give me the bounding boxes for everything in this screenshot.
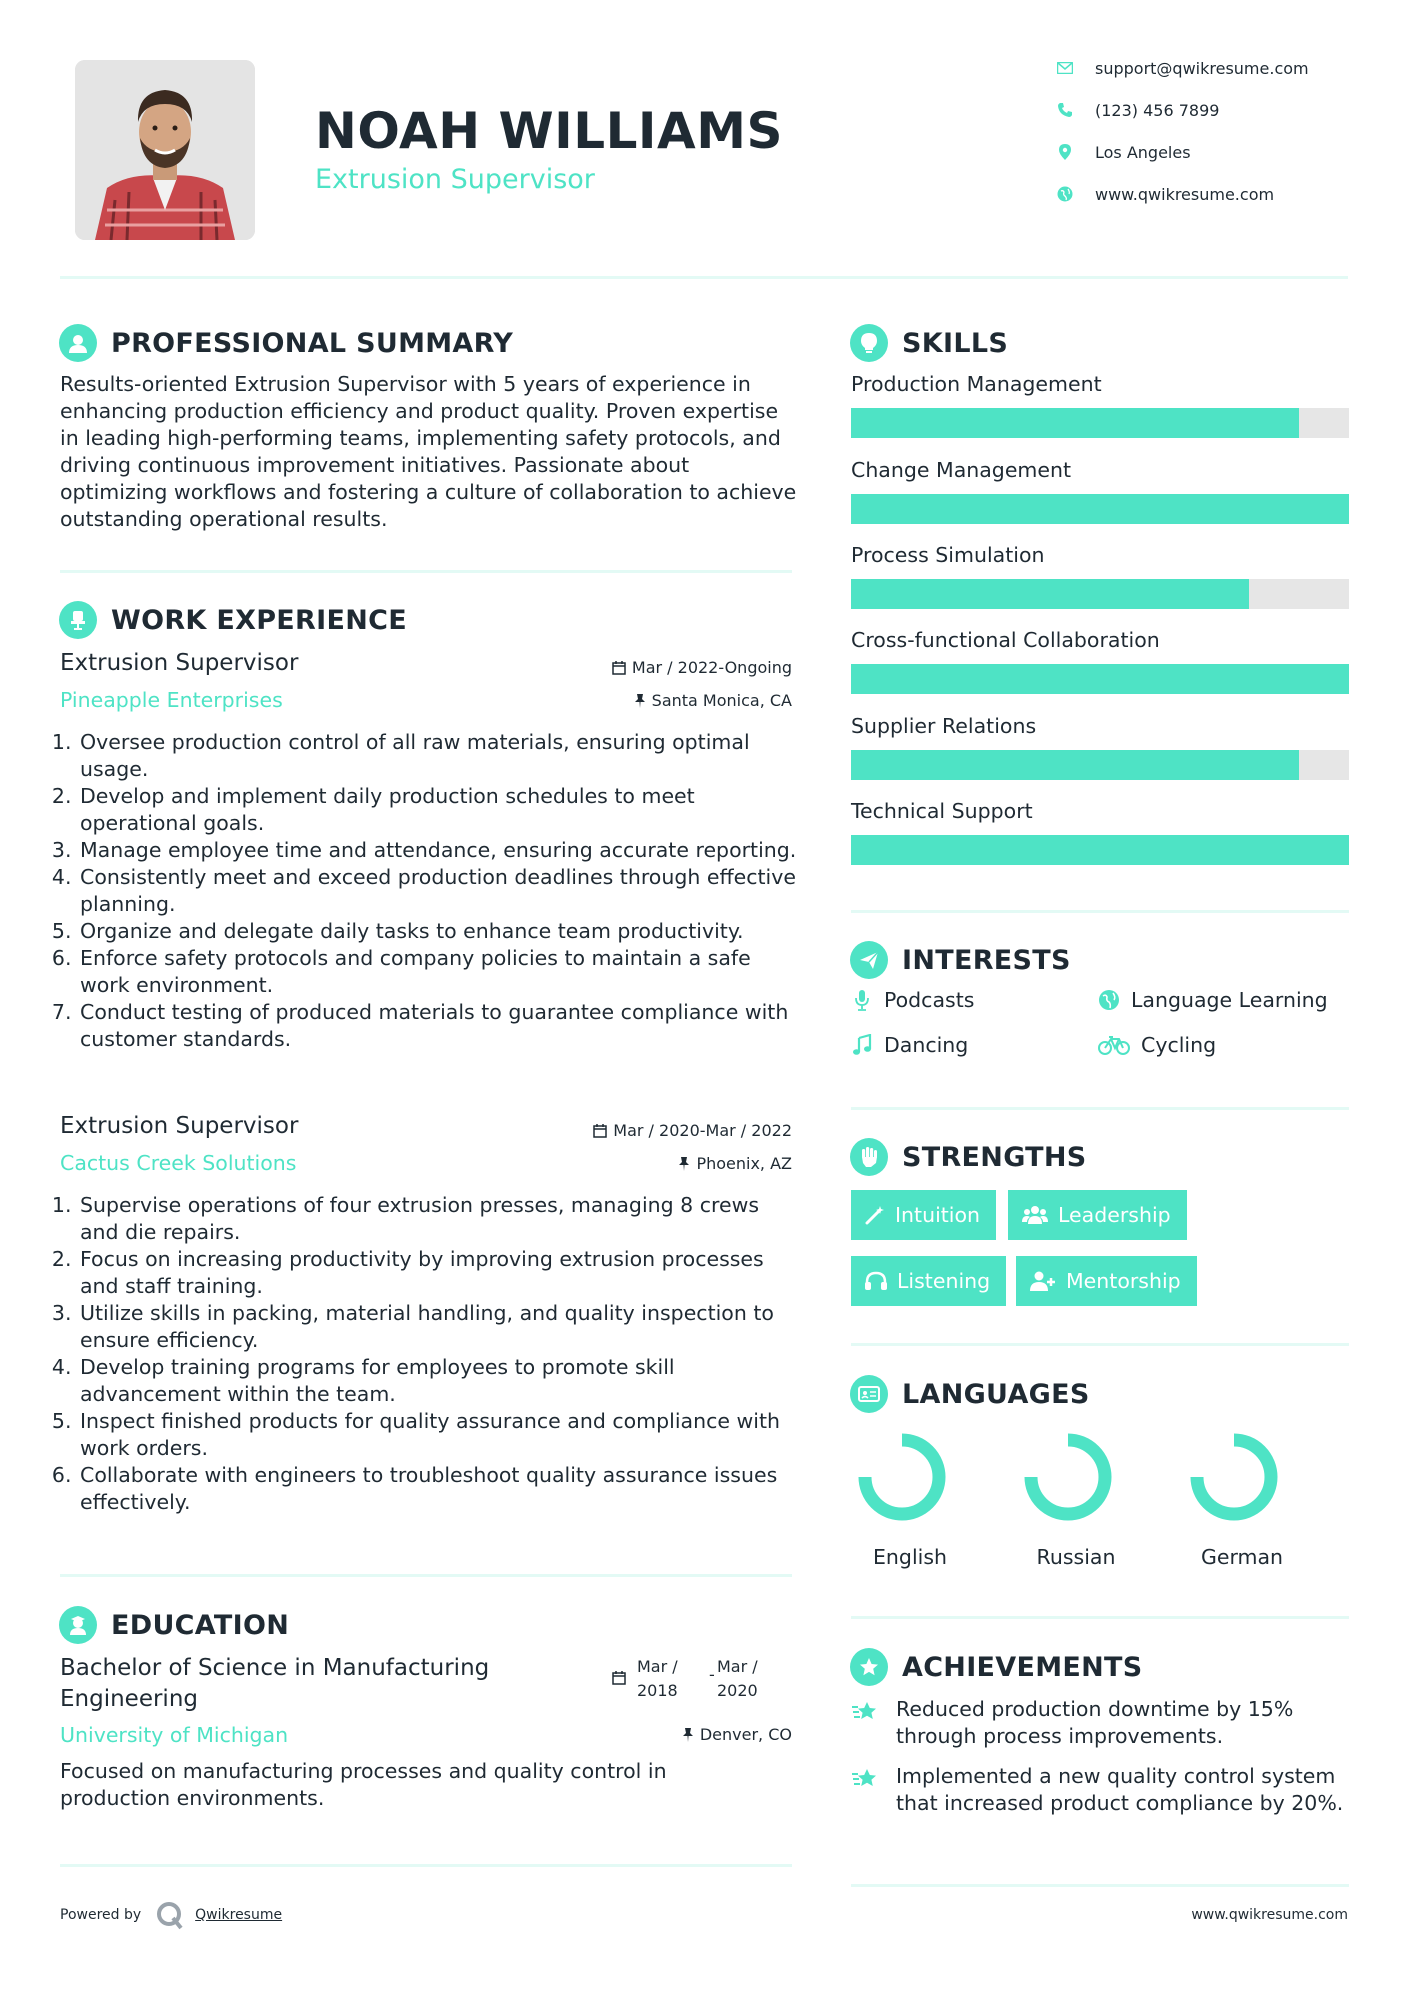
strength-label: Intuition <box>895 1203 981 1227</box>
interests-divider <box>851 1107 1349 1110</box>
achievement-item <box>850 1763 1350 1817</box>
paper-plane-icon <box>850 941 888 979</box>
summary-divider <box>60 570 792 573</box>
skill-bar-fill <box>851 835 1349 865</box>
skill-label: Production Management <box>851 372 1102 396</box>
music-note-icon <box>850 1033 874 1057</box>
interest-language-learning <box>1097 988 1328 1012</box>
footer-site-link[interactable]: www.qwikresume.com <box>1191 1907 1348 1923</box>
interest-label: Podcasts <box>884 988 975 1012</box>
strength-label: Leadership <box>1058 1203 1171 1227</box>
interest-label: Language Learning <box>1131 988 1328 1012</box>
footer-powered-by <box>60 1900 282 1930</box>
skill-bar <box>851 664 1349 694</box>
calendar-icon <box>612 661 626 675</box>
skills-title: SKILLS <box>902 327 1009 359</box>
strengths-divider <box>851 1343 1349 1346</box>
email-icon <box>1055 58 1075 78</box>
education-start-month: Mar / <box>637 1657 678 1676</box>
interests-heading <box>850 941 1071 979</box>
education-location-text: Denver, CO <box>699 1725 792 1744</box>
skill-bar <box>851 579 1349 609</box>
achievements-divider <box>851 1884 1349 1887</box>
education-degree: Bachelor of Science in Manufacturing Engineering <box>60 1655 490 1712</box>
achievements-title: ACHIEVEMENTS <box>902 1651 1143 1683</box>
profile-photo <box>75 60 255 240</box>
list-item: 2. Develop and implement daily production schedules to meet operational goals. <box>78 783 800 837</box>
microphone-icon <box>850 988 874 1012</box>
education-title: EDUCATION <box>111 1609 290 1641</box>
list-item: 5. Inspect finished products for quality assurance and compliance with work orders. <box>78 1408 800 1462</box>
briefcase-chair-icon <box>59 601 97 639</box>
strength-chip-leadership <box>1008 1190 1187 1240</box>
skill-bar-fill <box>851 664 1349 694</box>
location-pin-icon <box>1055 142 1075 162</box>
graduate-icon <box>59 1606 97 1644</box>
calendar-icon <box>593 1124 607 1138</box>
list-item: 1. Oversee production control of all raw materials, ensuring optimal usage. <box>78 729 800 783</box>
achievement-text: Reduced production downtime by 15% through process improvements. <box>896 1697 1294 1748</box>
headphones-icon <box>865 1271 887 1291</box>
trophy-star-icon <box>850 1765 880 1795</box>
education-heading <box>59 1606 289 1644</box>
skill-label: Supplier Relations <box>851 714 1037 738</box>
id-card-icon <box>850 1375 888 1413</box>
job-1-title: Extrusion Supervisor <box>60 650 299 676</box>
achievement-text: Implemented a new quality control system that increased product compliance by 20%. <box>896 1764 1344 1815</box>
list-item: 7. Conduct testing of produced materials to guarantee compliance with customer standards. <box>78 999 800 1053</box>
calendar-icon <box>612 1671 626 1685</box>
interest-podcasts <box>850 988 974 1012</box>
contact-phone[interactable] <box>1055 100 1355 120</box>
education-end-month: Mar / <box>717 1657 758 1676</box>
users-icon <box>1022 1205 1048 1225</box>
strength-chip-listening <box>851 1256 1006 1306</box>
star-badge-icon <box>850 1648 888 1686</box>
contact-website[interactable] <box>1055 184 1355 204</box>
globe-icon <box>1055 184 1075 204</box>
interest-cycling <box>1097 1033 1216 1057</box>
skill-label: Technical Support <box>851 799 1033 823</box>
skill-label: Cross-functional Collaboration <box>851 628 1160 652</box>
lightbulb-icon <box>850 324 888 362</box>
experience-heading <box>59 601 407 639</box>
contact-location-text: Los Angeles <box>1095 142 1191 162</box>
skill-bar <box>851 494 1349 524</box>
strength-chip-intuition <box>851 1190 996 1240</box>
education-dates <box>612 1657 802 1707</box>
list-item: 6. Collaborate with engineers to troubleshoot quality assurance issues effectively. <box>78 1462 800 1516</box>
strengths-heading <box>850 1138 1087 1176</box>
qwikresume-logo-icon <box>155 1900 185 1930</box>
skills-heading <box>850 324 1008 362</box>
bicycle-icon <box>1097 1033 1131 1057</box>
language-ring <box>1197 1440 1271 1514</box>
experience-title: WORK EXPERIENCE <box>111 604 407 636</box>
job-1-dates-text: Mar / 2022-Ongoing <box>631 658 792 677</box>
job-1-company: Pineapple Enterprises <box>60 688 283 712</box>
job-1-location-text: Santa Monica, CA <box>651 691 792 710</box>
job-2-company: Cactus Creek Solutions <box>60 1151 297 1175</box>
strength-label: Mentorship <box>1066 1269 1181 1293</box>
language-label-german: German <box>1200 1545 1284 1569</box>
languages-title: LANGUAGES <box>902 1378 1090 1410</box>
magic-wand-icon <box>865 1205 885 1225</box>
language-label-russian: Russian <box>1036 1545 1116 1569</box>
list-item: 4. Develop training programs for employees to promote skill advancement within the team. <box>78 1354 800 1408</box>
powered-by-text: Powered by <box>60 1907 142 1923</box>
skills-divider <box>851 910 1349 913</box>
education-start-year: 2018 <box>637 1681 678 1700</box>
experience-divider <box>60 1574 792 1577</box>
language-ring <box>865 1440 939 1514</box>
strengths-title: STRENGTHS <box>902 1141 1087 1173</box>
pushpin-icon <box>682 1728 694 1742</box>
raised-fist-icon <box>850 1138 888 1176</box>
trophy-star-icon <box>850 1698 880 1728</box>
job-2-location <box>560 1154 792 1173</box>
job-1-dates <box>560 658 792 677</box>
skill-bar-fill <box>851 494 1349 524</box>
education-end-year: 2020 <box>717 1681 758 1700</box>
candidate-name: NOAH WILLIAMS <box>315 102 783 160</box>
interest-dancing <box>850 1033 968 1057</box>
contact-location <box>1055 142 1355 162</box>
languages-divider <box>851 1616 1349 1619</box>
date-separator: - <box>709 1665 715 1684</box>
job-2-duties <box>60 1192 800 1516</box>
skill-bar <box>851 408 1349 438</box>
language-rings <box>855 1430 1335 1530</box>
list-item: 6. Enforce safety protocols and company policies to maintain a safe work environment. <box>78 945 800 999</box>
interests-title: INTERESTS <box>902 944 1071 976</box>
contact-email[interactable] <box>1055 58 1355 78</box>
strength-label: Listening <box>897 1269 991 1293</box>
list-item: 1. Supervise operations of four extrusion presses, managing 8 crews and die repairs. <box>78 1192 800 1246</box>
job-2-dates <box>520 1121 792 1140</box>
list-item: 5. Organize and delegate daily tasks to enhance team productivity. <box>78 918 800 945</box>
job-2-title: Extrusion Supervisor <box>60 1113 299 1139</box>
languages-heading <box>850 1375 1090 1413</box>
pushpin-icon <box>678 1157 690 1171</box>
language-label-english: English <box>872 1545 948 1569</box>
interest-label: Cycling <box>1141 1033 1217 1057</box>
job-2-location-text: Phoenix, AZ <box>696 1154 792 1173</box>
list-item: 4. Consistently meet and exceed production deadlines through effective planning. <box>78 864 800 918</box>
summary-text: Results-oriented Extrusion Supervisor with 5 years of experience in enhancing production efficiency and product quality. Proven expertise in leading high-performing teams, implementing safety protocols, and driving continuous improvement initiatives. Passionate about optimizing workflows and fostering a culture of collaboration to achieve outstanding operational results. <box>60 372 797 531</box>
phone-icon <box>1055 100 1075 120</box>
skill-bar-fill <box>851 579 1249 609</box>
list-item: 3. Utilize skills in packing, material handling, and quality inspection to ensure efficiency. <box>78 1300 800 1354</box>
job-1-location <box>560 691 792 710</box>
job-2-dates-text: Mar / 2020-Mar / 2022 <box>613 1121 792 1140</box>
contact-email-text: support@qwikresume.com <box>1095 58 1309 78</box>
skill-label: Change Management <box>851 458 1072 482</box>
user-icon <box>59 324 97 362</box>
pushpin-icon <box>634 694 646 708</box>
summary-heading <box>59 324 513 362</box>
language-ring <box>1031 1440 1105 1514</box>
achievements-heading <box>850 1648 1143 1686</box>
contact-phone-text: (123) 456 7899 <box>1095 100 1220 120</box>
header-divider <box>60 276 1348 279</box>
education-school: University of Michigan <box>60 1723 289 1747</box>
skill-label: Process Simulation <box>851 543 1045 567</box>
list-item: 2. Focus on increasing productivity by improving extrusion processes and staff training. <box>78 1246 800 1300</box>
education-divider <box>60 1864 792 1867</box>
job-1-duties <box>60 729 800 1053</box>
education-description: Focused on manufacturing processes and quality control in production environments. <box>60 1759 667 1810</box>
globe-icon <box>1097 988 1121 1012</box>
strength-chip-mentorship <box>1016 1256 1197 1306</box>
skill-bar-fill <box>851 408 1299 438</box>
list-item: 3. Manage employee time and attendance, ensuring accurate reporting. <box>78 837 800 864</box>
skill-bar-fill <box>851 750 1299 780</box>
education-location <box>560 1725 792 1744</box>
brand-link[interactable]: Qwikresume <box>195 1907 283 1923</box>
user-plus-icon <box>1030 1271 1056 1291</box>
interest-label: Dancing <box>884 1033 969 1057</box>
skill-bar <box>851 835 1349 865</box>
summary-title: PROFESSIONAL SUMMARY <box>111 327 514 359</box>
achievement-item <box>850 1696 1350 1750</box>
skill-bar <box>851 750 1349 780</box>
candidate-title: Extrusion Supervisor <box>315 164 595 195</box>
contact-website-text: www.qwikresume.com <box>1095 184 1275 204</box>
